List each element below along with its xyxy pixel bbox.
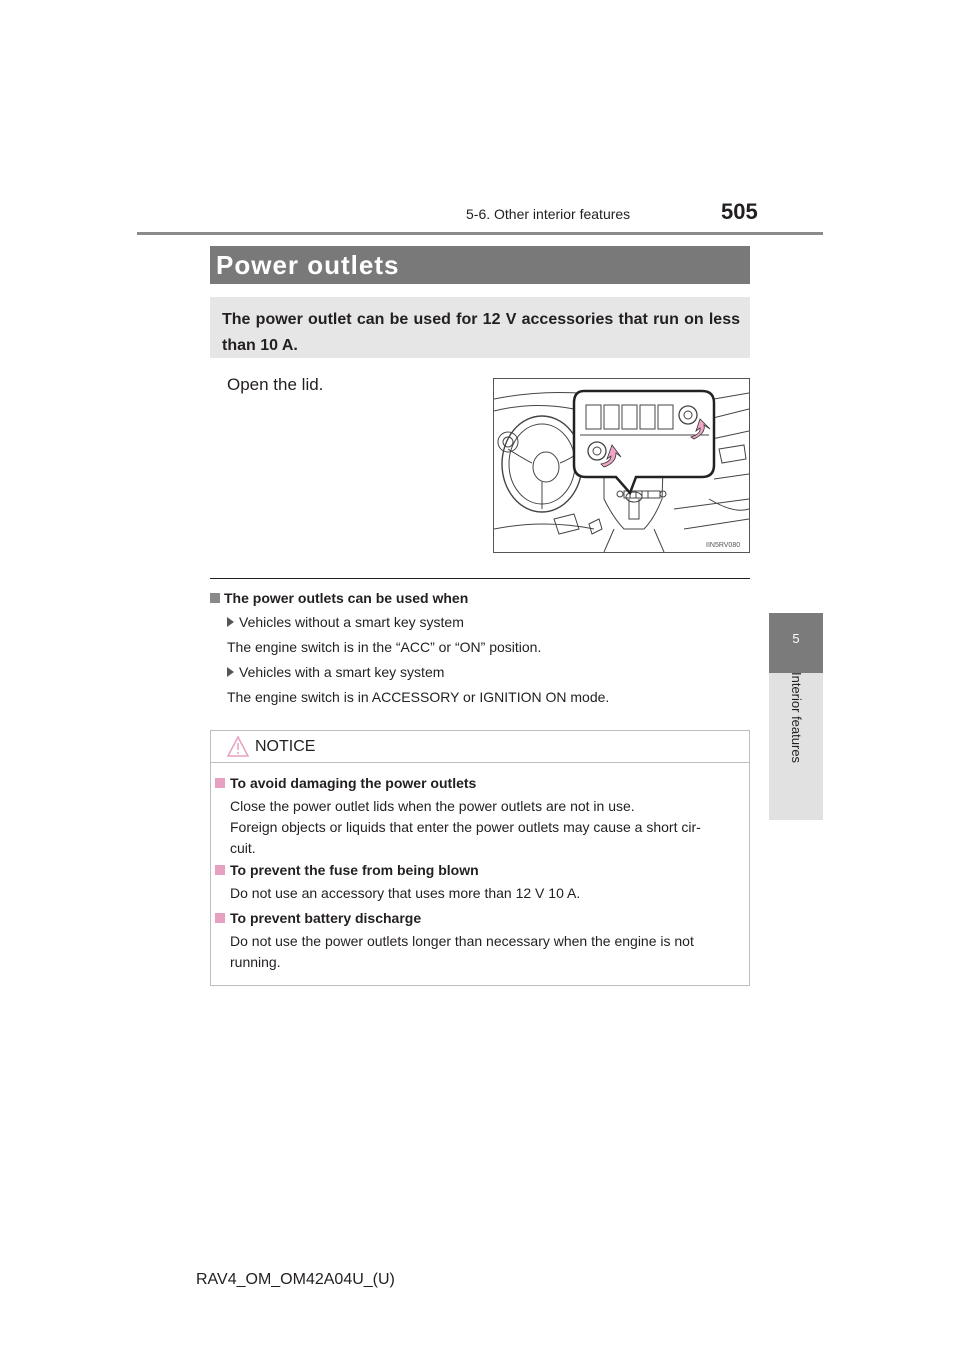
chapter-tab[interactable] (769, 613, 823, 673)
illustration-code: IIN5RV080 (706, 542, 741, 549)
triangle-bullet-icon (227, 667, 234, 677)
square-bullet-icon (215, 865, 225, 875)
notice-heading-text: To avoid damaging the power outlets (230, 775, 477, 791)
notice-box (210, 730, 750, 986)
bullet-item (227, 614, 464, 630)
notice-heading-text: To prevent the fuse from being blown (230, 862, 479, 878)
notice-item-text (230, 883, 743, 904)
bullet-text: Vehicles without a smart key system (239, 614, 464, 630)
notice-line: running. (230, 954, 281, 970)
notice-item-heading (215, 775, 476, 791)
notice-item-heading (215, 910, 421, 926)
intro-text: The power outlet can be used for 12 V accessories that run on less than 10 A. (222, 311, 740, 354)
title-band (210, 246, 750, 284)
square-bullet-icon (215, 913, 225, 923)
bullet-item (227, 664, 444, 680)
usage-paragraph: The engine switch is in the “ACC” or “ON” position. (227, 639, 542, 655)
notice-item-heading (215, 862, 479, 878)
usage-paragraph: The engine switch is in ACCESSORY or IGNITION ON mode. (227, 689, 610, 705)
header-rule (137, 232, 823, 235)
notice-item-text (230, 931, 743, 973)
bullet-text: Vehicles with a smart key system (239, 664, 445, 680)
notice-line: Do not use the power outlets longer than necessary when the engine is not (230, 933, 694, 949)
dashboard-illustration (493, 378, 750, 553)
page-title: Power outlets (216, 250, 400, 280)
triangle-bullet-icon (227, 617, 234, 627)
notice-item-text (230, 796, 743, 859)
notice-line: Foreign objects or liquids that enter the power outlets may cause a short cir- (230, 819, 701, 835)
notice-header (211, 731, 749, 763)
square-bullet-icon (210, 593, 220, 603)
warning-triangle-icon (227, 736, 249, 757)
chapter-label (790, 672, 806, 812)
document-code: RAV4_OM_OM42A04U_(U) (196, 1271, 395, 1288)
notice-line: cuit. (230, 840, 256, 856)
square-bullet-icon (215, 778, 225, 788)
intro-box (210, 297, 750, 358)
notice-line: Close the power outlet lids when the power outlets are not in use. (230, 798, 635, 814)
chapter-label-text: Interior features (789, 672, 804, 764)
usage-heading (210, 590, 468, 606)
notice-line: Do not use an accessory that uses more than 12 V 10 A. (230, 885, 581, 901)
step-instruction: Open the lid. (227, 375, 324, 394)
section-divider (210, 578, 750, 579)
notice-heading-text: To prevent battery discharge (230, 910, 422, 926)
notice-label: NOTICE (255, 738, 316, 755)
section-label: 5-6. Other interior features (466, 206, 631, 222)
chapter-number: 5 (792, 631, 800, 646)
usage-heading-text: The power outlets can be used when (224, 590, 469, 606)
page-number: 505 (721, 199, 758, 224)
dashboard-drawing (494, 379, 749, 552)
